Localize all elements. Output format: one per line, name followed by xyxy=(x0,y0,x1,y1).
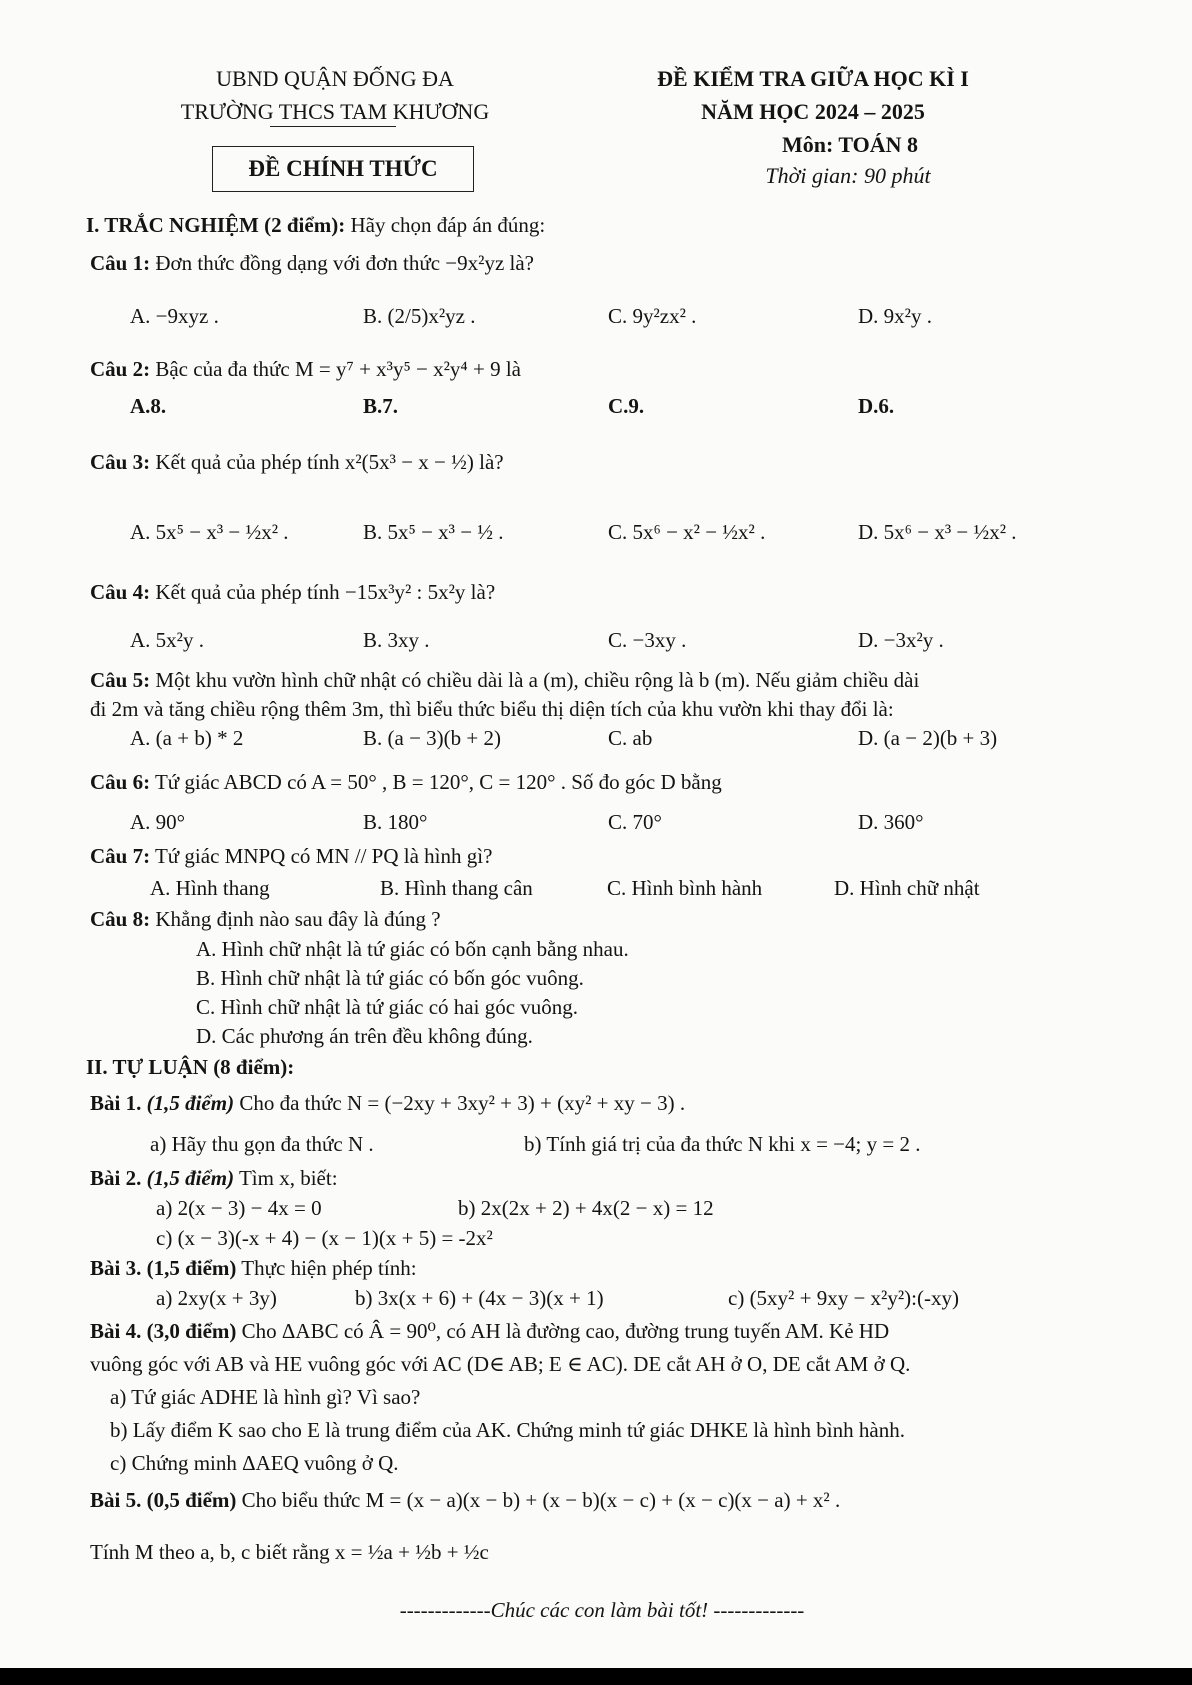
question-label: Câu 8: xyxy=(90,907,151,931)
exercise-4-line2: vuông góc với AB và HE vuông góc với AC (D∈ AB; E ∈ AC). DE cắt AH ở O, DE cắt AM ở Q. xyxy=(90,1352,911,1376)
exercise-text: Cho biểu thức M = (x − a)(x − b) + (x − b)(x − c) + (x − c)(x − a) + x² . xyxy=(241,1488,841,1512)
question-label: Câu 1: xyxy=(90,251,151,275)
exercise-points: (3,0 điểm) xyxy=(146,1319,237,1343)
exercise-3b: b) 3x(x + 6) + (4x − 3)(x + 1) xyxy=(355,1286,604,1310)
option[interactable]: D. 5x⁶ − x³ − ½x² . xyxy=(858,520,1017,544)
school-year: NĂM HỌC 2024 – 2025 xyxy=(701,99,925,124)
question-text: Kết quả của phép tính −15x³y² : 5x²y là? xyxy=(155,580,496,604)
exercise-label: Bài 4. xyxy=(90,1319,142,1343)
option[interactable]: A. Hình thang xyxy=(150,876,270,900)
exercise-3c: c) (5xy² + 9xy − x²y²):(-xy) xyxy=(728,1286,959,1310)
official-label: ĐỀ CHÍNH THỨC xyxy=(212,146,474,192)
question-text: Đơn thức đồng dạng với đơn thức −9x²yz là? xyxy=(155,251,534,275)
option[interactable]: C. −3xy . xyxy=(608,628,687,652)
option[interactable]: B. (a − 3)(b + 2) xyxy=(363,726,501,750)
option[interactable]: C. 70° xyxy=(608,810,662,834)
exercise-1b: b) Tính giá trị của đa thức N khi x = −4; y = 2 . xyxy=(524,1132,921,1156)
exercise-text: Cho ΔABC có Â = 90⁰, có AH là đường cao, đường trung tuyến AM. Kẻ HD xyxy=(241,1319,890,1343)
exercise-text: Tìm x, biết: xyxy=(238,1166,338,1190)
option[interactable]: A. Hình chữ nhật là tứ giác có bốn cạnh bằng nhau. xyxy=(196,937,629,961)
option[interactable]: B. (2/5)x²yz . xyxy=(363,304,476,328)
exercise-2a: a) 2(x − 3) − 4x = 0 xyxy=(156,1196,322,1220)
option[interactable]: C. Hình chữ nhật là tứ giác có hai góc vuông. xyxy=(196,995,579,1019)
option[interactable]: B. 180° xyxy=(363,810,428,834)
option[interactable]: D. −3x²y . xyxy=(858,628,944,652)
school-underline xyxy=(270,126,396,127)
question-text: Một khu vườn hình chữ nhật có chiều dài là a (m), chiều rộng là b (m). Nếu giảm chiều dài xyxy=(155,668,920,692)
option[interactable]: D. (a − 2)(b + 3) xyxy=(858,726,998,750)
question-text-cont: đi 2m và tăng chiều rộng thêm 3m, thì biểu thức biểu thị diện tích của khu vườn khi thay đổi là: xyxy=(90,697,894,721)
part1-instruction: Hãy chọn đáp án đúng: xyxy=(350,213,546,237)
question-2 xyxy=(90,357,521,382)
option[interactable]: C. 9y²zx² . xyxy=(608,304,697,328)
subject: Môn: TOÁN 8 xyxy=(781,132,919,157)
option[interactable]: B. Hình chữ nhật là tứ giác có bốn góc vuông. xyxy=(196,966,584,990)
question-6 xyxy=(90,770,722,795)
school-name: TRƯỜNG THCS TAM KHƯƠNG xyxy=(180,99,490,124)
option[interactable]: A. −9xyz . xyxy=(130,304,219,328)
option[interactable]: D. 360° xyxy=(858,810,924,834)
exercise-label: Bài 2. xyxy=(90,1166,142,1190)
exercise-3a: a) 2xy(x + 3y) xyxy=(156,1286,277,1310)
option[interactable]: B.7. xyxy=(363,394,399,418)
question-text: Khẳng định nào sau đây là đúng ? xyxy=(155,907,441,931)
option[interactable]: A.8. xyxy=(130,394,167,418)
option[interactable]: C. Hình bình hành xyxy=(607,876,763,900)
option[interactable]: A. 90° xyxy=(130,810,186,834)
exercise-5-line2: Tính M theo a, b, c biết rằng x = ½a + ½b + ½c xyxy=(90,1540,489,1564)
exercise-points: (0,5 điểm) xyxy=(146,1488,237,1512)
option[interactable]: B. 5x⁵ − x³ − ½ . xyxy=(363,520,504,544)
exercise-4a: a) Tứ giác ADHE là hình gì? Vì sao? xyxy=(110,1385,421,1409)
exercise-4 xyxy=(90,1319,889,1344)
exercise-2 xyxy=(90,1166,338,1191)
question-text: Tứ giác ABCD có A = 50° , B = 120°, C = 120° . Số đo góc D bằng xyxy=(154,770,722,794)
exercise-text: Cho đa thức N = (−2xy + 3xy² + 3) + (xy² + xy − 3) . xyxy=(239,1091,686,1115)
question-label: Câu 4: xyxy=(90,580,151,604)
exercise-4b: b) Lấy điểm K sao cho E là trung điểm của AK. Chứng minh tứ giác DHKE là hình bình hành. xyxy=(110,1418,905,1442)
district-name: UBND QUẬN ĐỐNG ĐA xyxy=(216,66,454,91)
question-label: Câu 3: xyxy=(90,450,151,474)
exercise-label: Bài 5. xyxy=(90,1488,142,1512)
closing-message: -------------Chúc các con làm bài tốt! ------------- xyxy=(399,1598,805,1622)
exercise-label: Bài 3. xyxy=(90,1256,142,1280)
question-text: Kết quả của phép tính x²(5x³ − x − ½) là? xyxy=(155,450,504,474)
option[interactable]: A. 5x⁵ − x³ − ½x² . xyxy=(130,520,289,544)
exercise-2c: c) (x − 3)(-x + 4) − (x − 1)(x + 5) = -2x² xyxy=(156,1226,493,1250)
option[interactable]: C. ab xyxy=(608,726,653,750)
question-label: Câu 6: xyxy=(90,770,151,794)
question-1 xyxy=(90,251,534,276)
question-label: Câu 5: xyxy=(90,668,151,692)
exam-time: Thời gian: 90 phút xyxy=(765,163,931,188)
exam-title: ĐỀ KIỂM TRA GIỮA HỌC KÌ I xyxy=(657,66,969,91)
option[interactable]: A. (a + b) * 2 xyxy=(130,726,244,750)
option[interactable]: C. 5x⁶ − x² − ½x² . xyxy=(608,520,766,544)
question-3 xyxy=(90,450,504,475)
option[interactable]: D. 9x²y . xyxy=(858,304,932,328)
exercise-1 xyxy=(90,1091,685,1116)
option[interactable]: D. Các phương án trên đều không đúng. xyxy=(196,1024,533,1048)
option[interactable]: C.9. xyxy=(608,394,645,418)
exercise-points: (1,5 điểm) xyxy=(146,1166,235,1190)
exercise-points: (1,5 điểm) xyxy=(146,1256,237,1280)
exercise-4c: c) Chứng minh ΔAEQ vuông ở Q. xyxy=(110,1451,399,1475)
option[interactable]: D. Hình chữ nhật xyxy=(834,876,980,900)
exercise-points: (1,5 điểm) xyxy=(146,1091,235,1115)
exercise-label: Bài 1. xyxy=(90,1091,142,1115)
question-7 xyxy=(90,844,492,869)
exercise-5 xyxy=(90,1488,840,1513)
option[interactable]: B. Hình thang cân xyxy=(380,876,533,900)
question-5 xyxy=(90,668,919,693)
part1-heading-row xyxy=(86,213,545,238)
part1-heading: I. TRẮC NGHIỆM (2 điểm): xyxy=(86,213,346,237)
scan-edge-bar xyxy=(0,1668,1192,1685)
question-label: Câu 2: xyxy=(90,357,151,381)
question-label: Câu 7: xyxy=(90,844,151,868)
question-8 xyxy=(90,907,441,932)
exercise-text: Thực hiện phép tính: xyxy=(241,1256,417,1280)
exercise-1a: a) Hãy thu gọn đa thức N . xyxy=(150,1132,374,1156)
question-text: Tứ giác MNPQ có MN // PQ là hình gì? xyxy=(154,844,493,868)
question-4 xyxy=(90,580,495,605)
option[interactable]: A. 5x²y . xyxy=(130,628,204,652)
exercise-2b: b) 2x(2x + 2) + 4x(2 − x) = 12 xyxy=(458,1196,714,1220)
question-text: Bậc của đa thức M = y⁷ + x³y⁵ − x²y⁴ + 9 là xyxy=(155,357,521,381)
option[interactable]: D.6. xyxy=(858,394,895,418)
part2-heading: II. TỰ LUẬN (8 điểm): xyxy=(86,1055,295,1079)
option[interactable]: B. 3xy . xyxy=(363,628,430,652)
exercise-3 xyxy=(90,1256,417,1281)
